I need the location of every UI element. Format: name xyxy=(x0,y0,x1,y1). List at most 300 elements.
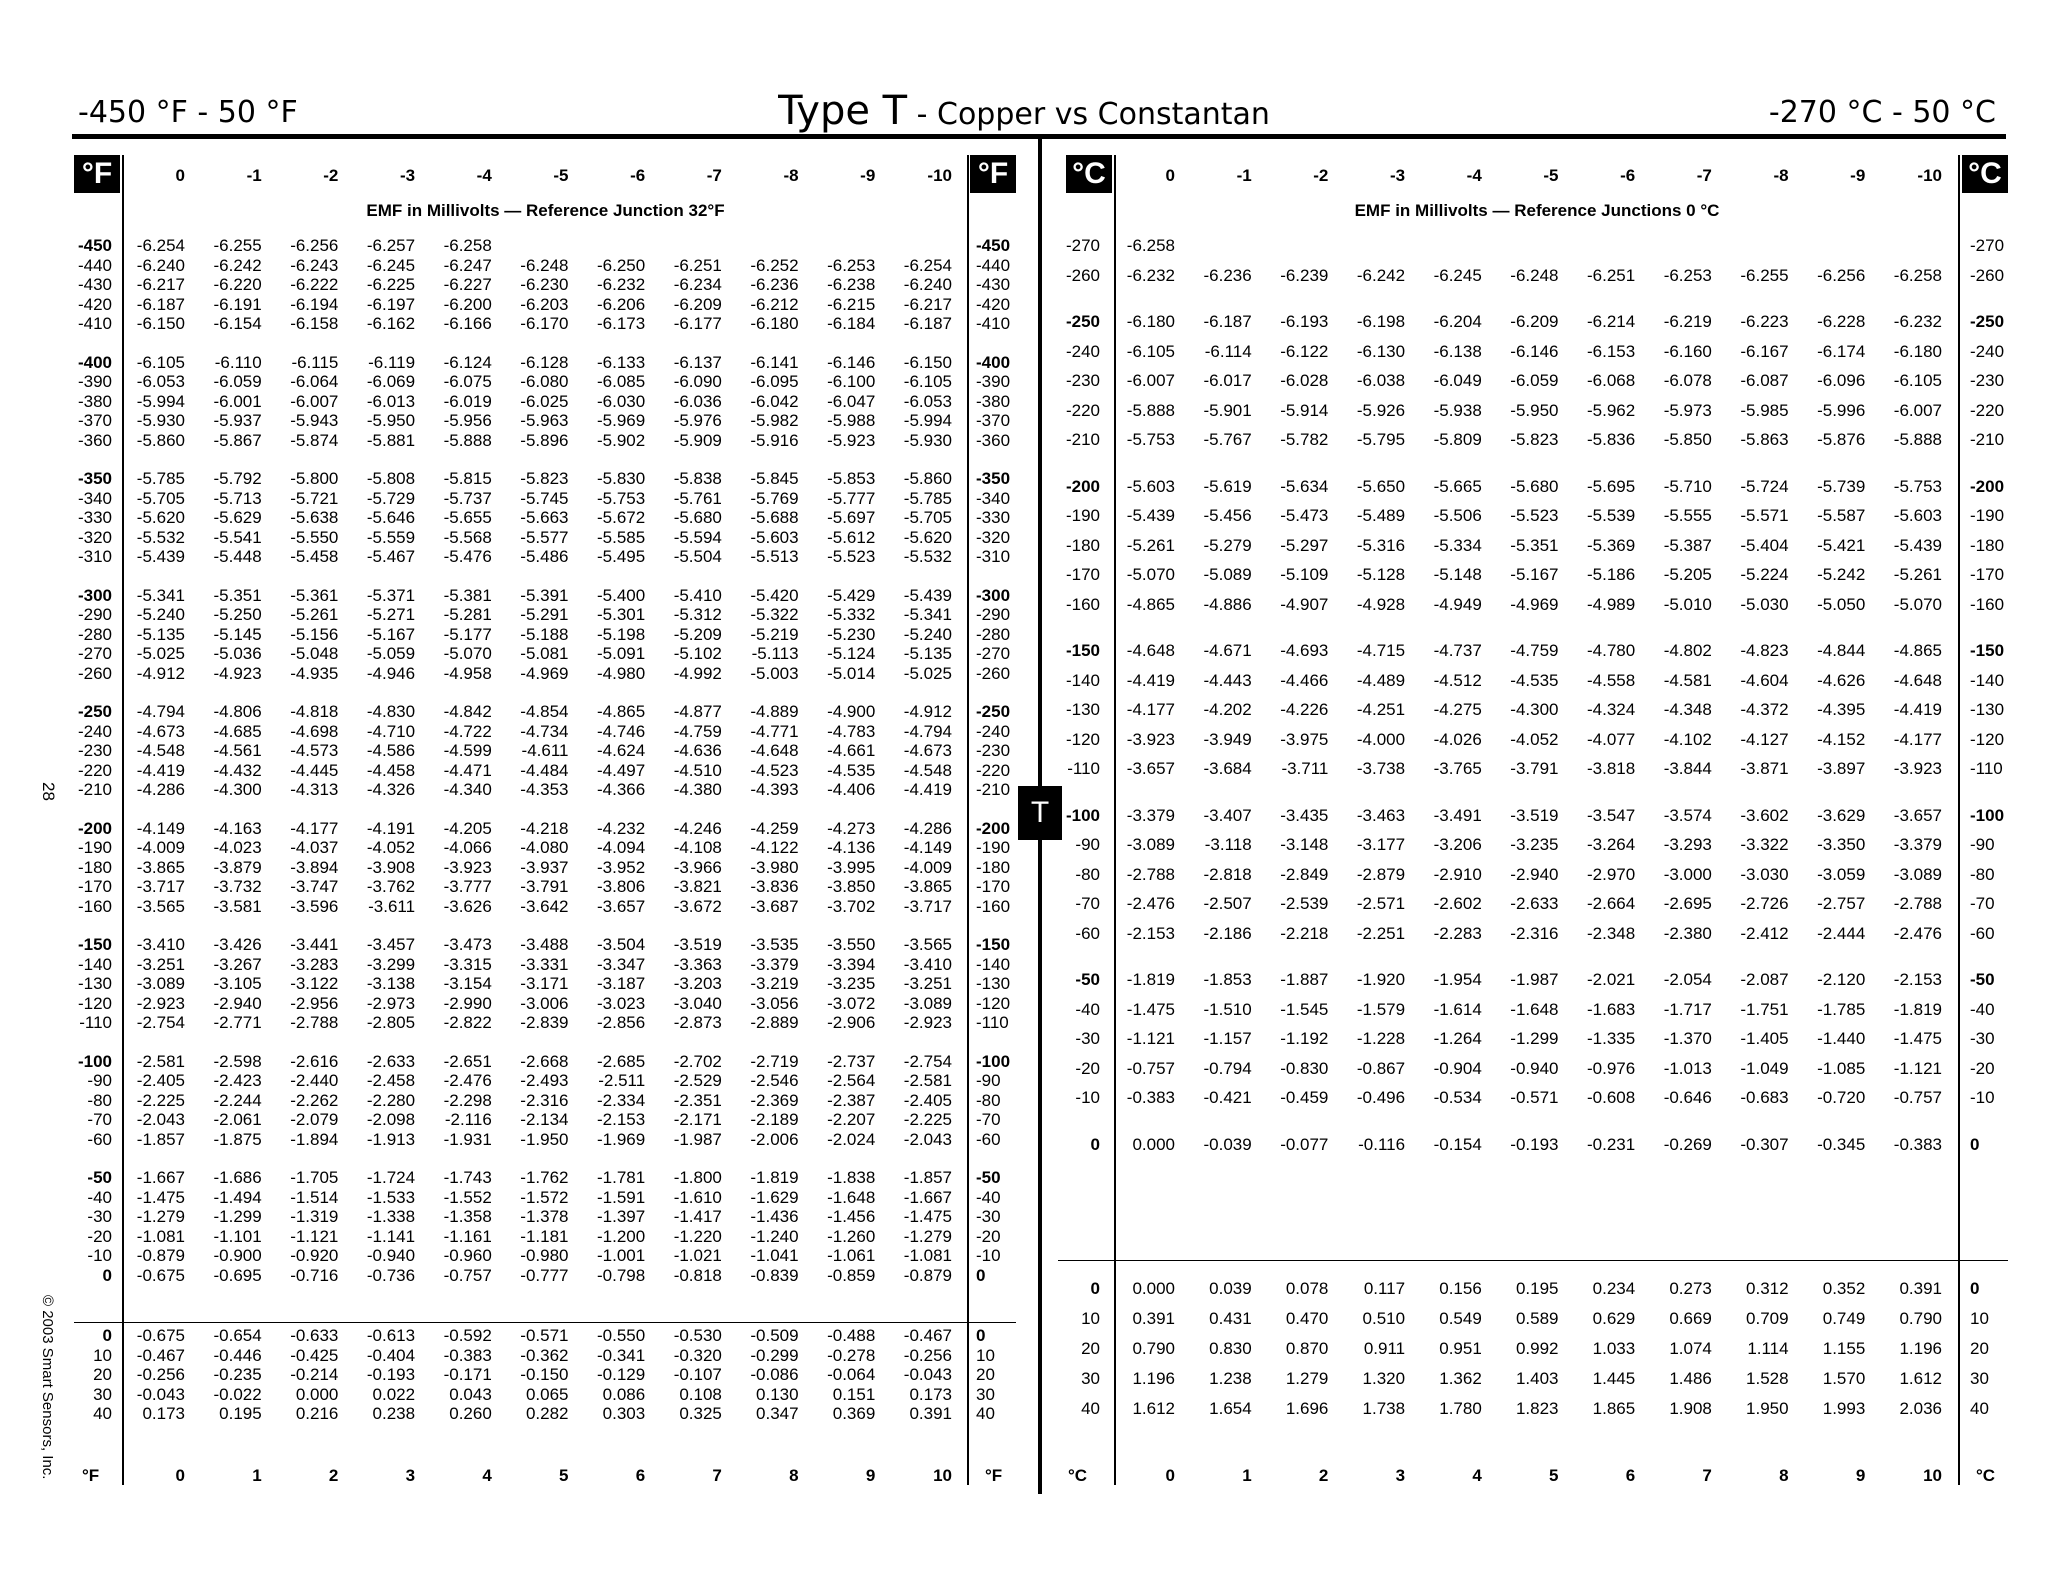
emf-value-cell: -2.664 xyxy=(1586,894,1636,913)
emf-value-cell: -5.881 xyxy=(366,430,416,450)
emf-value-cell: -3.251 xyxy=(903,974,952,993)
row-label-right: -50 xyxy=(1970,970,1995,989)
emf-value-cell: -1.061 xyxy=(827,1246,876,1265)
emf-value-cell: -5.448 xyxy=(213,547,262,566)
emf-value-cell: -3.897 xyxy=(1817,759,1866,778)
emf-value-cell: -6.158 xyxy=(290,314,339,333)
emf-value-cell: -5.926 xyxy=(1356,400,1406,420)
emf-value-cell: -6.137 xyxy=(673,352,722,372)
row-label-left: -80 xyxy=(87,1090,112,1110)
row-label-left: -160 xyxy=(1065,594,1100,614)
emf-value-cell: -6.225 xyxy=(366,275,416,294)
emf-value-cell: -0.757 xyxy=(1126,1058,1175,1078)
emf-value-cell: -6.028 xyxy=(1280,371,1329,390)
column-header: -7 xyxy=(706,166,722,185)
emf-value-cell: -3.818 xyxy=(1586,759,1636,778)
range-fahrenheit: -450 °F - 50 °F xyxy=(78,95,298,130)
emf-value-cell: -5.048 xyxy=(290,644,339,663)
emf-value-cell: -2.316 xyxy=(1510,923,1559,943)
row-label-left: -260 xyxy=(1065,265,1100,285)
emf-value-cell: -1.121 xyxy=(1126,1029,1175,1048)
emf-value-cell: -1.157 xyxy=(1203,1029,1252,1048)
emf-value-cell: -0.633 xyxy=(290,1326,339,1345)
emf-value-cell: -5.930 xyxy=(903,430,952,450)
emf-value-cell: -4.094 xyxy=(596,838,646,857)
emf-value-cell: -2.910 xyxy=(1433,864,1482,884)
column-footer: 10 xyxy=(1923,1466,1942,1485)
emf-value-cell: -3.426 xyxy=(213,935,262,954)
emf-value-cell: -6.049 xyxy=(1433,371,1482,390)
emf-value-cell: -4.737 xyxy=(1433,641,1482,660)
emf-value-cell: -6.059 xyxy=(1510,371,1559,390)
emf-value-cell: -5.985 xyxy=(1740,400,1789,420)
emf-value-cell: -6.170 xyxy=(520,314,569,333)
right-table-subtitle: EMF in Millivolts — Reference Junctions 0 °C xyxy=(1354,201,1720,220)
emf-value-cell: -2.598 xyxy=(213,1051,262,1071)
emf-value-cell: -4.734 xyxy=(520,721,569,741)
emf-value-cell: -5.186 xyxy=(1586,565,1636,584)
emf-value-cell: -0.496 xyxy=(1356,1088,1406,1107)
emf-value-cell: -3.717 xyxy=(903,896,952,916)
emf-value-cell: 0.870 xyxy=(1285,1339,1329,1358)
emf-value-cell: -5.724 xyxy=(1740,476,1789,496)
emf-value-cell: -6.200 xyxy=(443,294,492,314)
emf-value-cell: 1.445 xyxy=(1592,1369,1636,1388)
emf-value-cell: -2.405 xyxy=(903,1090,952,1110)
emf-value-cell: -4.806 xyxy=(213,702,262,721)
emf-value-cell: -2.889 xyxy=(750,1013,799,1032)
emf-value-cell: -5.539 xyxy=(1586,506,1636,525)
emf-value-cell: -3.040 xyxy=(673,993,722,1013)
emf-value-cell: -4.419 xyxy=(1126,670,1175,690)
emf-value-cell: -6.162 xyxy=(366,314,416,333)
emf-value-cell: -1.913 xyxy=(366,1129,416,1149)
emf-value-cell: -3.871 xyxy=(1740,759,1789,778)
emf-value-cell: -0.794 xyxy=(1203,1058,1252,1078)
emf-value-cell: -1.838 xyxy=(827,1168,876,1187)
row-label-right: -410 xyxy=(976,314,1011,333)
emf-value-cell: -3.267 xyxy=(213,954,262,974)
column-header: -4 xyxy=(1466,166,1482,185)
emf-value-cell: 1.114 xyxy=(1747,1339,1789,1358)
emf-value-cell: -5.456 xyxy=(1203,506,1252,525)
emf-value-cell: -5.381 xyxy=(443,585,492,605)
emf-value-cell: -3.187 xyxy=(596,974,646,993)
row-label-right: -290 xyxy=(976,605,1011,624)
emf-value-cell: -2.120 xyxy=(1817,970,1866,989)
emf-value-cell: -1.279 xyxy=(136,1207,185,1226)
emf-value-cell: -2.153 xyxy=(1126,923,1175,943)
emf-value-cell: -0.608 xyxy=(1586,1088,1636,1107)
right-table-right-rule xyxy=(1958,155,1960,1485)
emf-value-cell: -4.232 xyxy=(596,818,646,838)
row-label-right: -340 xyxy=(976,488,1011,508)
row-label-left: 10 xyxy=(93,1345,112,1365)
emf-value-cell: -6.217 xyxy=(903,294,952,314)
emf-value-cell: -3.602 xyxy=(1740,805,1789,825)
emf-value-cell: -2.098 xyxy=(366,1110,416,1129)
emf-value-cell: -6.085 xyxy=(596,372,646,391)
emf-value-cell: -5.439 xyxy=(903,585,952,605)
row-label-right: -260 xyxy=(1970,265,2005,285)
emf-value-cell: 0.830 xyxy=(1209,1339,1252,1358)
emf-value-cell: 1.570 xyxy=(1822,1369,1866,1388)
row-label-right: -190 xyxy=(976,838,1011,857)
emf-value-cell: -6.209 xyxy=(1510,312,1559,331)
emf-value-cell: -1.121 xyxy=(290,1226,339,1246)
emf-value-cell: -0.231 xyxy=(1586,1134,1636,1154)
emf-value-cell: -0.839 xyxy=(750,1265,799,1285)
emf-value-cell: -5.439 xyxy=(136,547,185,566)
emf-value-cell: -5.420 xyxy=(750,585,799,605)
emf-value-cell: -3.581 xyxy=(213,896,262,916)
row-label-right: -10 xyxy=(976,1246,1001,1265)
row-label-left: -150 xyxy=(77,935,112,954)
row-label-right: -300 xyxy=(976,585,1011,605)
emf-value-cell: -6.228 xyxy=(1817,312,1866,331)
column-footer: 8 xyxy=(1779,1466,1789,1485)
emf-value-cell: -5.710 xyxy=(1663,476,1712,496)
emf-value-cell: -5.014 xyxy=(827,663,876,683)
emf-value-cell: -4.912 xyxy=(903,702,952,721)
row-label-right: -10 xyxy=(1970,1088,1995,1107)
emf-value-cell: -4.648 xyxy=(1893,670,1942,690)
emf-value-cell: -5.148 xyxy=(1433,565,1482,584)
emf-value-cell: -6.187 xyxy=(1203,312,1252,331)
emf-value-cell: 0.312 xyxy=(1746,1279,1789,1298)
emf-value-cell: -3.923 xyxy=(1126,729,1175,749)
emf-value-cell: 1.279 xyxy=(1285,1369,1329,1388)
emf-value-cell: -6.197 xyxy=(366,294,416,314)
column-header: -10 xyxy=(927,166,952,185)
emf-value-cell: 1.654 xyxy=(1209,1399,1252,1418)
row-label-right: -230 xyxy=(1970,371,2005,390)
emf-value-cell: -1.260 xyxy=(827,1226,876,1246)
emf-value-cell: -1.101 xyxy=(213,1226,262,1246)
row-label-left: -300 xyxy=(77,585,112,605)
emf-value-cell: -4.912 xyxy=(136,663,185,683)
emf-value-cell: -5.230 xyxy=(827,624,876,644)
emf-value-cell: -2.412 xyxy=(1740,923,1789,943)
emf-value-cell: -5.785 xyxy=(903,488,952,508)
emf-value-cell: -3.491 xyxy=(1433,805,1482,825)
emf-value-cell: -2.668 xyxy=(520,1051,569,1071)
emf-value-cell: 0.510 xyxy=(1362,1309,1406,1328)
emf-value-cell: -1.819 xyxy=(1126,970,1175,989)
emf-value-cell: -4.854 xyxy=(520,702,569,721)
column-header: -7 xyxy=(1696,166,1712,185)
emf-value-cell: -6.234 xyxy=(673,275,722,294)
emf-value-cell: -4.497 xyxy=(596,760,646,780)
emf-value-cell: 1.780 xyxy=(1439,1399,1482,1418)
emf-value-cell: -0.675 xyxy=(136,1326,185,1345)
row-label-right: -260 xyxy=(976,663,1011,683)
emf-value-cell: 0.951 xyxy=(1439,1339,1482,1358)
emf-value-cell: -5.603 xyxy=(1893,506,1942,525)
emf-value-cell: -3.894 xyxy=(290,857,339,877)
emf-value-cell: -1.987 xyxy=(1510,970,1559,989)
emf-value-cell: -2.251 xyxy=(1356,923,1406,943)
row-label-left: -60 xyxy=(1075,923,1100,943)
row-label-right: -90 xyxy=(976,1071,1001,1090)
row-label-right: -150 xyxy=(976,935,1011,954)
row-label-left: -180 xyxy=(1065,535,1100,555)
emf-value-cell: -2.507 xyxy=(1203,894,1252,913)
emf-value-cell: -0.879 xyxy=(136,1246,185,1265)
emf-value-cell: -2.021 xyxy=(1586,970,1636,989)
emf-value-cell: -3.154 xyxy=(443,974,492,993)
emf-value-cell: 0.549 xyxy=(1439,1309,1482,1328)
emf-value-cell: 0.260 xyxy=(449,1404,492,1423)
emf-value-cell: -4.624 xyxy=(596,741,646,760)
emf-value-cell: -5.156 xyxy=(290,624,339,644)
row-label-right: -250 xyxy=(976,702,1011,721)
row-label-left: -70 xyxy=(1075,894,1100,913)
emf-value-cell: -4.313 xyxy=(290,780,339,799)
row-label-left: -170 xyxy=(77,877,112,896)
emf-value-cell: -3.836 xyxy=(750,877,799,896)
emf-value-cell: -5.261 xyxy=(1126,535,1175,555)
row-label-left: -130 xyxy=(77,974,112,993)
emf-value-cell: -1.081 xyxy=(903,1246,952,1265)
emf-value-cell: -1.220 xyxy=(673,1226,722,1246)
emf-value-cell: 0.282 xyxy=(525,1404,569,1423)
row-label-right: -360 xyxy=(976,430,1011,450)
emf-value-cell: -3.089 xyxy=(136,974,185,993)
emf-value-cell: -0.571 xyxy=(1510,1088,1559,1107)
row-label-right: -430 xyxy=(976,275,1011,294)
emf-value-cell: 1.865 xyxy=(1592,1399,1636,1418)
emf-value-cell: -0.116 xyxy=(1358,1134,1406,1154)
emf-value-cell: -1.475 xyxy=(1126,999,1175,1019)
emf-value-cell: -0.530 xyxy=(673,1326,722,1345)
column-footer: 7 xyxy=(1702,1466,1712,1485)
emf-value-cell: -2.805 xyxy=(366,1013,416,1032)
emf-value-cell: -1.853 xyxy=(1203,970,1252,989)
emf-value-cell: -6.080 xyxy=(520,372,569,391)
emf-value-cell: -4.009 xyxy=(136,838,185,857)
emf-value-cell: -5.745 xyxy=(520,488,569,508)
emf-value-cell: -6.232 xyxy=(1126,265,1175,285)
row-label-right: -420 xyxy=(976,294,1011,314)
emf-value-cell: -1.950 xyxy=(520,1129,569,1149)
emf-value-cell: -4.558 xyxy=(1586,670,1636,690)
emf-value-cell: -5.838 xyxy=(673,469,722,488)
column-footer: 10 xyxy=(933,1466,952,1485)
emf-value-cell: -5.823 xyxy=(520,469,569,488)
emf-value-cell: -4.693 xyxy=(1280,641,1329,660)
emf-value-cell: -5.729 xyxy=(366,488,416,508)
emf-value-cell: -4.626 xyxy=(1817,670,1866,690)
emf-value-cell: -4.928 xyxy=(1356,594,1406,614)
emf-value-cell: -6.180 xyxy=(750,314,799,333)
emf-value-cell: -1.724 xyxy=(366,1168,416,1187)
emf-value-cell: -5.753 xyxy=(596,488,646,508)
emf-value-cell: -1.338 xyxy=(366,1207,416,1226)
emf-value-cell: -6.030 xyxy=(596,391,646,411)
emf-value-cell: -1.629 xyxy=(750,1187,799,1207)
unit-footer-right: °C xyxy=(1976,1466,1996,1485)
emf-value-cell: -6.245 xyxy=(1433,265,1482,285)
emf-value-cell: -1.954 xyxy=(1433,970,1482,989)
emf-value-cell: -3.952 xyxy=(596,857,646,877)
emf-value-cell: 0.000 xyxy=(1132,1134,1175,1154)
column-footer: 8 xyxy=(789,1466,799,1485)
row-label-right: -320 xyxy=(976,527,1011,547)
emf-value-cell: -0.716 xyxy=(290,1265,339,1285)
emf-value-cell: -5.102 xyxy=(673,644,722,663)
row-label-right: 10 xyxy=(1970,1309,1989,1328)
emf-value-cell: -0.757 xyxy=(443,1265,492,1285)
row-label-left: 0 xyxy=(102,1326,112,1345)
row-label-right: -20 xyxy=(976,1226,1001,1246)
row-label-left: -190 xyxy=(1065,506,1100,525)
emf-value-cell: -6.069 xyxy=(366,372,416,391)
emf-value-cell: -5.473 xyxy=(1280,506,1329,525)
column-header: -1 xyxy=(246,166,262,185)
emf-value-cell: -4.108 xyxy=(673,838,722,857)
emf-value-cell: 0.325 xyxy=(679,1404,722,1423)
emf-value-cell: -2.602 xyxy=(1433,894,1482,913)
emf-value-cell: -4.746 xyxy=(596,721,646,741)
emf-value-cell: -5.888 xyxy=(1893,430,1942,449)
row-label-right: -80 xyxy=(976,1090,1001,1110)
emf-value-cell: -4.980 xyxy=(596,663,646,683)
emf-value-cell: -1.378 xyxy=(520,1207,569,1226)
emf-value-cell: -5.808 xyxy=(366,469,416,488)
emf-value-cell: -3.547 xyxy=(1586,805,1636,825)
emf-value-cell: 1.155 xyxy=(1822,1339,1866,1358)
title-type: Type T xyxy=(778,88,908,134)
emf-value-cell: -4.177 xyxy=(290,818,339,838)
emf-value-cell: -5.135 xyxy=(136,624,185,644)
emf-value-cell: -3.089 xyxy=(1126,835,1175,854)
emf-value-cell: -0.654 xyxy=(213,1326,262,1345)
row-label-left: 0 xyxy=(1090,1134,1100,1154)
emf-value-cell: -2.218 xyxy=(1280,923,1329,943)
emf-value-cell: -1.857 xyxy=(136,1129,185,1149)
emf-value-cell: -3.865 xyxy=(136,857,185,877)
emf-value-cell: 0.369 xyxy=(832,1404,876,1423)
emf-value-cell: -4.353 xyxy=(520,780,569,799)
emf-value-cell: -3.765 xyxy=(1433,759,1482,778)
emf-value-cell: 1.696 xyxy=(1285,1399,1329,1418)
emf-value-cell: -2.116 xyxy=(444,1110,492,1129)
emf-value-cell: -0.830 xyxy=(1280,1058,1329,1078)
emf-value-cell: 0.709 xyxy=(1746,1309,1789,1328)
column-header: -2 xyxy=(1313,166,1329,185)
row-label-left: -270 xyxy=(77,644,112,663)
emf-value-cell: 1.196 xyxy=(1132,1369,1175,1388)
emf-value-cell: -5.458 xyxy=(290,547,339,566)
emf-value-cell: -3.687 xyxy=(750,896,799,916)
emf-value-cell: -1.013 xyxy=(1663,1058,1712,1078)
emf-value-cell: -6.146 xyxy=(1510,341,1559,361)
emf-value-cell: -6.206 xyxy=(596,294,646,314)
column-footer: 3 xyxy=(405,1466,416,1485)
emf-value-cell: -5.969 xyxy=(596,411,646,430)
emf-value-cell: -0.320 xyxy=(673,1345,722,1365)
row-label-left: -200 xyxy=(1065,476,1100,496)
emf-value-cell: -3.879 xyxy=(213,857,262,877)
emf-value-cell: -6.250 xyxy=(596,255,646,275)
emf-value-cell: -4.273 xyxy=(827,818,876,838)
emf-value-cell: 0.117 xyxy=(1363,1279,1406,1298)
emf-value-cell: -5.371 xyxy=(366,585,416,605)
emf-value-cell: -3.148 xyxy=(1280,835,1329,854)
page-title xyxy=(0,88,2048,134)
emf-value-cell: -3.407 xyxy=(1203,805,1252,825)
emf-value-cell: -5.785 xyxy=(136,469,185,488)
emf-value-cell: -1.579 xyxy=(1356,999,1406,1019)
emf-value-cell: -3.171 xyxy=(520,974,569,993)
emf-value-cell: -5.620 xyxy=(136,508,185,527)
emf-value-cell: -4.969 xyxy=(520,663,569,683)
emf-value-cell: -5.994 xyxy=(903,411,952,430)
emf-value-cell: -4.818 xyxy=(290,702,339,721)
emf-value-cell: -3.711 xyxy=(1281,759,1329,778)
emf-value-cell: -5.603 xyxy=(1126,476,1175,496)
row-label-right: -270 xyxy=(1970,236,2005,255)
emf-value-cell: -5.316 xyxy=(1356,535,1406,555)
emf-value-cell: -6.075 xyxy=(443,372,492,391)
emf-value-cell: -3.089 xyxy=(903,993,952,1013)
emf-value-cell: -5.081 xyxy=(520,644,569,663)
emf-value-cell: -3.717 xyxy=(136,877,185,896)
emf-value-cell: -5.341 xyxy=(903,605,952,624)
emf-value-cell: -3.072 xyxy=(827,993,876,1013)
emf-value-cell: -5.792 xyxy=(213,469,262,488)
emf-value-cell: -4.202 xyxy=(1203,700,1252,719)
emf-value-cell: -2.685 xyxy=(596,1051,646,1071)
emf-value-cell: -5.867 xyxy=(213,430,262,450)
emf-value-cell: -5.332 xyxy=(827,605,876,624)
row-label-right: -80 xyxy=(1970,864,1995,884)
emf-value-cell: -6.128 xyxy=(520,352,569,372)
row-label-right: 20 xyxy=(976,1365,995,1384)
emf-value-cell: -2.564 xyxy=(827,1071,876,1090)
emf-value-cell: -2.024 xyxy=(827,1129,876,1149)
emf-value-cell: -3.118 xyxy=(1204,835,1252,854)
emf-value-cell: -1.456 xyxy=(827,1207,876,1226)
row-label-left: -120 xyxy=(77,993,112,1013)
emf-value-cell: -4.512 xyxy=(1433,670,1482,690)
emf-value-cell: -4.372 xyxy=(1740,700,1789,719)
emf-value-cell: -6.087 xyxy=(1740,371,1789,390)
emf-value-cell: -4.548 xyxy=(903,760,952,780)
emf-value-cell: -1.141 xyxy=(366,1226,416,1246)
row-label-right: -160 xyxy=(976,896,1011,916)
emf-value-cell: -5.506 xyxy=(1433,506,1482,525)
column-footer: 6 xyxy=(1625,1466,1636,1485)
emf-value-cell: -4.958 xyxy=(443,663,492,683)
emf-value-cell: -5.585 xyxy=(596,527,646,547)
emf-value-cell: -3.363 xyxy=(673,954,722,974)
row-label-left: -90 xyxy=(1075,835,1100,854)
emf-value-cell: -2.444 xyxy=(1817,923,1866,943)
emf-value-cell: 0.043 xyxy=(449,1384,492,1404)
emf-value-cell: -6.253 xyxy=(827,255,876,275)
row-label-right: -220 xyxy=(1970,400,2005,420)
emf-value-cell: -6.150 xyxy=(903,352,952,372)
emf-value-cell: -0.571 xyxy=(520,1326,569,1345)
row-label-right: -210 xyxy=(976,780,1011,799)
row-label-right: -120 xyxy=(1970,729,2005,749)
emf-value-cell: -3.642 xyxy=(520,896,569,916)
emf-value-cell: -5.876 xyxy=(1817,430,1866,449)
emf-value-cell: -2.153 xyxy=(596,1110,646,1129)
emf-value-cell: -5.697 xyxy=(827,508,876,527)
